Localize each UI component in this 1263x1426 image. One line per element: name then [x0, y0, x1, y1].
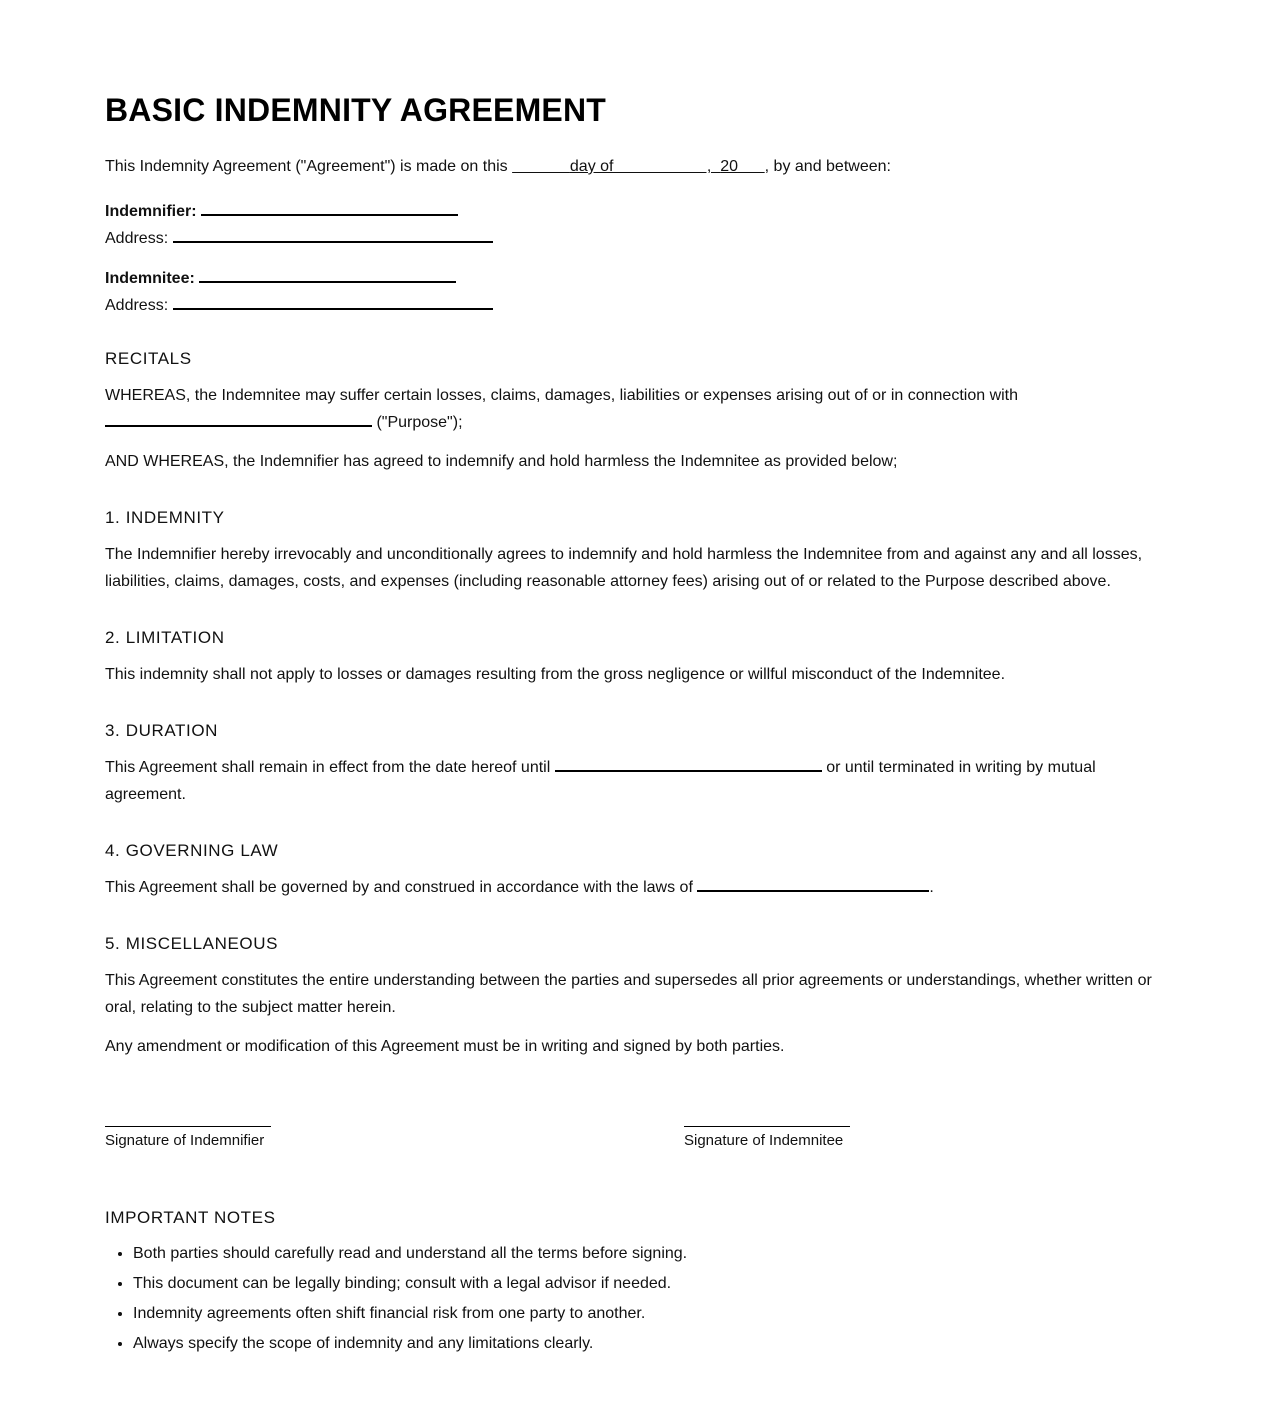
indemnifier-address-field[interactable]	[173, 227, 493, 243]
indemnitee-signature-caption: Signature of Indemnitee	[684, 1132, 844, 1149]
and-whereas-paragraph: AND WHEREAS, the Indemnifier has agreed to indemnify and hold harmless the Indemnitee as provided below;	[105, 453, 898, 470]
intro-paragraph	[105, 153, 1165, 180]
whereas-paragraph: WHEREAS, the Indemnitee may suffer certain losses, claims, damages, liabilities or expenses arising out of or in connection with ("Purpose");	[105, 387, 1019, 431]
indemnitee-signature[interactable]	[684, 1126, 854, 1150]
list-item: • Always specify the scope of indemnity and any limitations clearly.	[133, 1334, 1165, 1354]
indemnity-text: The Indemnifier hereby irrevocably and unconditionally agrees to indemnify and hold harmless the Indemnitee from and against any and all losses, liabilities, claims, damages, costs, and expenses (including reasonable attorney fees) arising out of or related to the Purpose described above.	[105, 546, 1143, 590]
indemnifier-signature[interactable]	[105, 1126, 275, 1150]
indemnity-section	[105, 506, 1165, 595]
jurisdiction-field[interactable]	[697, 876, 929, 892]
miscellaneous-section	[105, 932, 1165, 1060]
indemnifier-signature-line[interactable]	[105, 1126, 271, 1127]
indemnity-heading: 1. INDEMNITY	[105, 508, 225, 527]
indemnitee-block	[105, 265, 1165, 319]
governing-law-section	[105, 839, 1165, 901]
list-item: • Both parties should carefully read and understand all the terms before signing.	[133, 1244, 1165, 1264]
indemnifier-label: Indemnifier:	[105, 203, 197, 220]
purpose-field[interactable]	[105, 411, 372, 427]
limitation-text: This indemnity shall not apply to losses or damages resulting from the gross negligence or willful misconduct of the Indemnitee.	[105, 666, 1006, 683]
document-title: BASIC INDEMNITY AGREEMENT	[105, 92, 607, 128]
intro-suffix: , by and between:	[764, 158, 891, 175]
governing-law-heading: 4. GOVERNING LAW	[105, 841, 279, 860]
intro-prefix: This Indemnity Agreement ("Agreement") is made on this	[105, 158, 508, 175]
duration-section	[105, 719, 1165, 808]
recitals-heading: RECITALS	[105, 349, 192, 368]
indemnifier-block	[105, 198, 1165, 252]
limitation-section	[105, 626, 1165, 688]
list-item: • This document can be legally binding; consult with a legal advisor if needed.	[133, 1274, 1165, 1294]
notes-list	[105, 1244, 1165, 1354]
day-blank[interactable]	[512, 158, 570, 175]
duration-end-field[interactable]	[555, 756, 822, 772]
indemnitee-address-field[interactable]	[173, 294, 493, 310]
indemnitee-label: Indemnitee:	[105, 270, 195, 287]
miscellaneous-text-1: This Agreement constitutes the entire understanding between the parties and supersedes all prior agreements or understandings, whether written or oral, relating to the subject matter herein.	[105, 972, 1152, 1016]
notes-heading: IMPORTANT NOTES	[105, 1208, 276, 1227]
indemnifier-name-field[interactable]	[201, 200, 458, 216]
document-content	[105, 90, 1165, 1364]
list-item: • Indemnity agreements often shift financial risk from one party to another.	[133, 1304, 1165, 1324]
limitation-heading: 2. LIMITATION	[105, 628, 225, 647]
duration-text: This Agreement shall remain in effect from the date hereof until or until terminated in writing by mutual agreement.	[105, 754, 1165, 808]
recitals-section	[105, 347, 1165, 475]
indemnitee-name-field[interactable]	[199, 267, 456, 283]
day-of-label: day of , 20	[569, 158, 738, 175]
important-notes	[105, 1206, 1165, 1354]
signature-block	[105, 1088, 1165, 1148]
governing-law-text: This Agreement shall be governed by and construed in accordance with the laws of .	[105, 874, 1165, 901]
miscellaneous-text-2: Any amendment or modification of this Agreement must be in writing and signed by both parties.	[105, 1038, 785, 1055]
indemnifier-address-label: Address:	[105, 230, 169, 247]
duration-heading: 3. DURATION	[105, 721, 219, 740]
indemnitee-signature-line[interactable]	[684, 1126, 850, 1127]
indemnitee-address-label: Address:	[105, 297, 169, 314]
miscellaneous-heading: 5. MISCELLANEOUS	[105, 934, 279, 953]
indemnifier-signature-caption: Signature of Indemnifier	[105, 1132, 265, 1149]
